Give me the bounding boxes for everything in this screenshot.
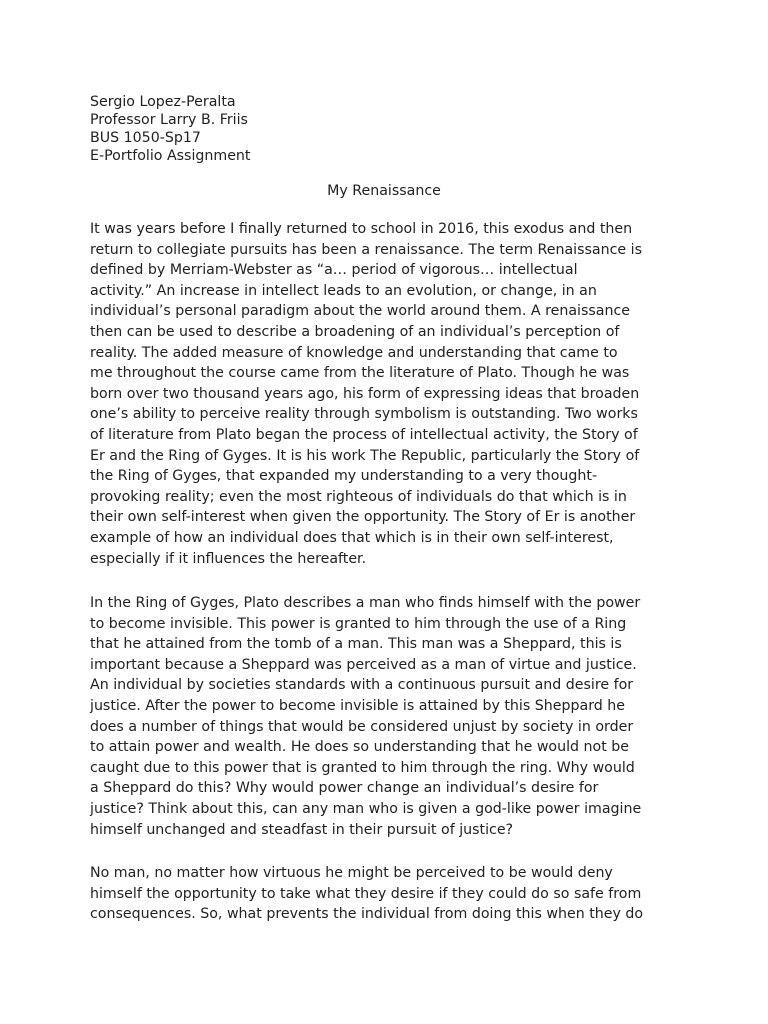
text-line: himself the opportunity to take what they desire if they could do so safe from bbox=[90, 885, 642, 902]
text-line: that he attained from the tomb of a man. This man was a Sheppard, this is bbox=[90, 636, 622, 653]
text-line: Er and the Ring of Gyges. It is his work The Republic, particularly the Story of bbox=[90, 447, 640, 464]
text-line: born over two thousand years ago, his form of expressing ideas that broaden bbox=[90, 385, 640, 402]
paragraph-1 bbox=[90, 219, 682, 569]
text-line: a Sheppard do this? Why would power change an individual’s desire for bbox=[90, 780, 599, 797]
text-line: one’s ability to perceive reality through symbolism is outstanding. Two works bbox=[90, 406, 638, 423]
text-line: return to collegiate pursuits has been a renaissance. The term Renaissance is bbox=[90, 241, 642, 258]
text-line: of literature from Plato began the process of intellectual activity, the Story of bbox=[90, 426, 638, 443]
text-line: especially if it influences the hereafter. bbox=[90, 550, 367, 567]
text-line: their own self-interest when given the opportunity. The Story of Er is another bbox=[90, 509, 636, 526]
text-line: justice? Think about this, can any man who is given a god-like power imagine bbox=[90, 800, 642, 817]
text-line: No man, no matter how virtuous he might be perceived to be would deny bbox=[90, 865, 613, 881]
professor-name: Professor Larry B. Friis bbox=[90, 112, 248, 128]
text-line: provoking reality; even the most righteous of individuals do that which is in bbox=[90, 488, 627, 505]
text-line: justice. After the power to become invisible is attained by this Sheppard he bbox=[90, 697, 626, 714]
text-line: consequences. So, what prevents the individual from doing this when they do bbox=[90, 906, 644, 923]
text-line: It was years before I finally returned to school in 2016, this exodus and then bbox=[90, 221, 633, 237]
text-line: does a number of things that would be considered unjust by society in order bbox=[90, 718, 634, 735]
text-line: individual’s personal paradigm about the world around them. A renaissance bbox=[90, 303, 630, 320]
text-line: reality. The added measure of knowledge and understanding that came to bbox=[90, 344, 618, 361]
document-title: My Renaissance bbox=[327, 183, 441, 199]
course-code: BUS 1050-Sp17 bbox=[90, 130, 201, 146]
text-line: An individual by societies standards with a continuous pursuit and desire for bbox=[90, 677, 634, 694]
assignment-name: E-Portfolio Assignment bbox=[90, 148, 251, 164]
text-line: activity.” An increase in intellect leads to an evolution, or change, in an bbox=[90, 282, 597, 299]
text-line: to attain power and wealth. He does so understanding that he would not be bbox=[90, 739, 630, 756]
text-line: himself unchanged and steadfast in their pursuit of justice? bbox=[90, 821, 514, 838]
text-line: the Ring of Gyges, that expanded my understanding to a very thought- bbox=[90, 468, 598, 485]
text-line: to become invisible. This power is granted to him through the use of a Ring bbox=[90, 615, 627, 632]
text-line: caught due to this power that is granted to him through the ring. Why would bbox=[90, 759, 635, 776]
text-line: In the Ring of Gyges, Plato describes a man who finds himself with the power bbox=[90, 595, 641, 611]
author-name: Sergio Lopez-Peralta bbox=[90, 94, 236, 110]
paragraph-3 bbox=[90, 863, 682, 925]
text-line: then can be used to describe a broadening of an individual’s perception of bbox=[90, 323, 620, 340]
text-line: defined by Merriam-Webster as “a… period of vigorous… intellectual bbox=[90, 262, 578, 279]
text-line: me throughout the course came from the literature of Plato. Though he was bbox=[90, 365, 630, 382]
document-header bbox=[90, 93, 690, 165]
text-line: example of how an individual does that which is in their own self-interest, bbox=[90, 529, 614, 546]
paragraph-2 bbox=[90, 593, 682, 840]
text-line: important because a Sheppard was perceived as a man of virtue and justice. bbox=[90, 656, 637, 673]
